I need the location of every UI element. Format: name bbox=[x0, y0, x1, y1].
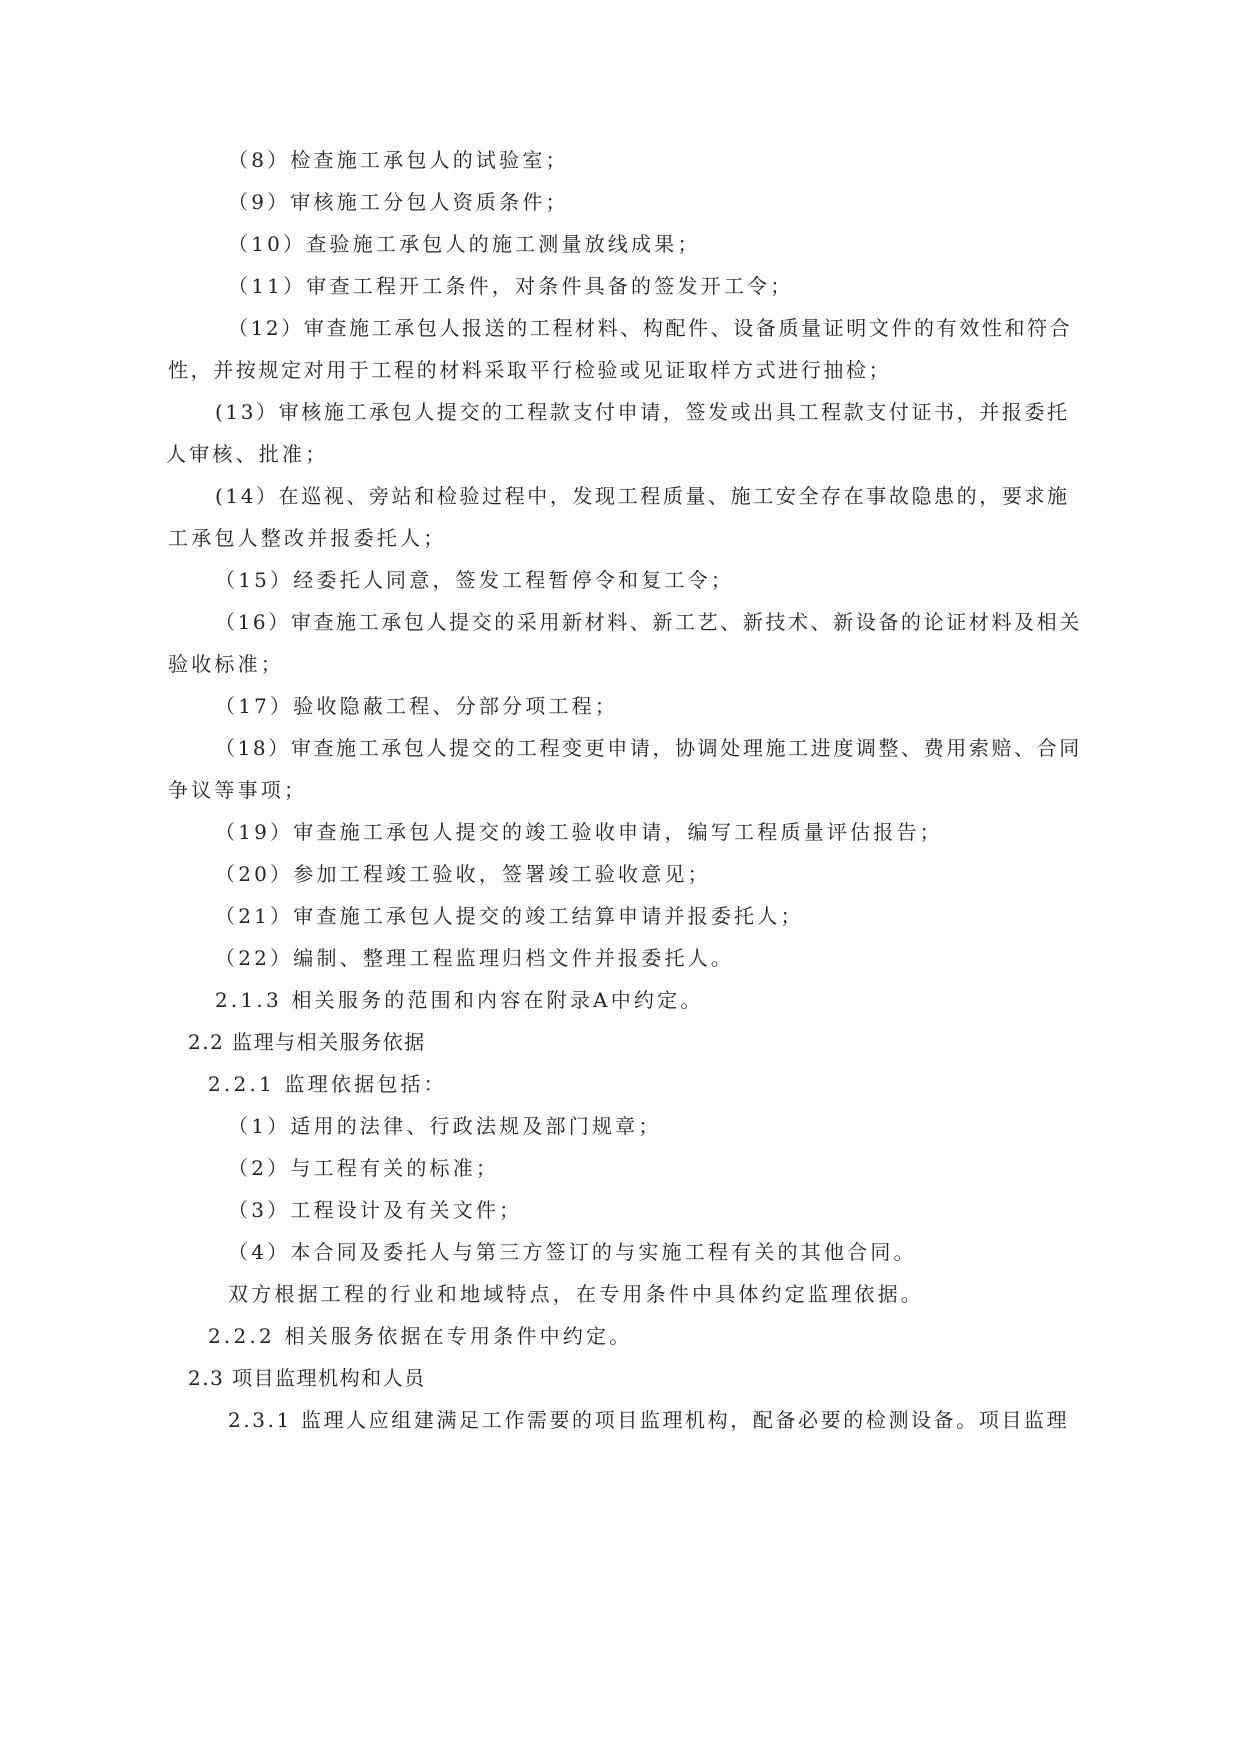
list-item-12-line-2: 性，并按规定对用于工程的材料采取平行检验或见证取样方式进行抽检； bbox=[168, 358, 892, 382]
list-item-17: （17）验收隐蔽工程、分部分项工程； bbox=[215, 694, 619, 718]
clause-2-2-2: 2.2.2 相关服务依据在专用条件中约定。 bbox=[208, 1324, 633, 1348]
list-item-22: （22）编制、整理工程监理归档文件并报委托人。 bbox=[215, 946, 735, 970]
list-item-18-line-2: 争议等事项； bbox=[168, 778, 308, 802]
list-item-13-line-2: 人审核、批准； bbox=[166, 442, 329, 466]
clause-2-1-3: 2.1.3 相关服务的范围和内容在附录A中约定。 bbox=[215, 988, 704, 1012]
list-item-10: （10）查验施工承包人的施工测量放线成果； bbox=[228, 232, 701, 256]
list-item-13-line-1: (13）审核施工承包人提交的工程款支付申请，签发或出具工程款支付证书，并报委托 bbox=[215, 400, 1070, 424]
list-item-14-line-2: 工承包人整改并报委托人； bbox=[168, 526, 447, 550]
list-item-18-line-1: （18）审查施工承包人提交的工程变更申请，协调处理施工进度调整、费用索赔、合同 bbox=[215, 736, 1082, 760]
list-item-15: （15）经委托人同意，签发工程暂停令和复工令； bbox=[215, 568, 735, 592]
list-item-16-line-2: 验收标准； bbox=[168, 652, 284, 676]
clause-2-3-1: 2.3.1 监理人应组建满足工作需要的项目监理机构，配备必要的检测设备。项目监理 bbox=[228, 1408, 1070, 1432]
list-item-20: （20）参加工程竣工验收，签署竣工验收意见； bbox=[215, 862, 711, 886]
clause-2-2-1: 2.2.1 监理依据包括： bbox=[208, 1072, 447, 1096]
basis-item-2: （2）与工程有关的标准； bbox=[228, 1156, 500, 1180]
section-heading-2-3: 2.3 项目监理机构和人员 bbox=[188, 1366, 426, 1390]
list-item-19: （19）审查施工承包人提交的竣工验收申请，编写工程质量评估报告； bbox=[215, 820, 943, 844]
list-item-8: （8）检查施工承包人的试验室； bbox=[228, 148, 569, 172]
list-item-12-line-1: （12）审查施工承包人报送的工程材料、构配件、设备质量证明文件的有效性和符合 bbox=[228, 316, 1073, 340]
basis-item-4: （4）本合同及委托人与第三方签订的与实施工程有关的其他合同。 bbox=[228, 1240, 917, 1264]
basis-item-3: （3）工程设计及有关文件； bbox=[228, 1198, 523, 1222]
list-item-14-line-1: (14）在巡视、旁站和检验过程中，发现工程质量、施工安全存在事故隐患的，要求施 bbox=[215, 484, 1070, 508]
section-heading-2-2: 2.2 监理与相关服务依据 bbox=[188, 1030, 426, 1054]
basis-note: 双方根据工程的行业和地域特点，在专用条件中具体约定监理依据。 bbox=[228, 1282, 924, 1306]
basis-item-1: （1）适用的法律、行政法规及部门规章； bbox=[228, 1114, 662, 1138]
list-item-21: （21）审查施工承包人提交的竣工结算申请并报委托人； bbox=[215, 904, 804, 928]
list-item-16-line-1: （16）审查施工承包人提交的采用新材料、新工艺、新技术、新设备的论证材料及相关 bbox=[215, 610, 1082, 634]
list-item-9: （9）审核施工分包人资质条件； bbox=[228, 190, 569, 214]
list-item-11: （11）审查工程开工条件，对条件具备的签发开工令； bbox=[228, 274, 794, 298]
